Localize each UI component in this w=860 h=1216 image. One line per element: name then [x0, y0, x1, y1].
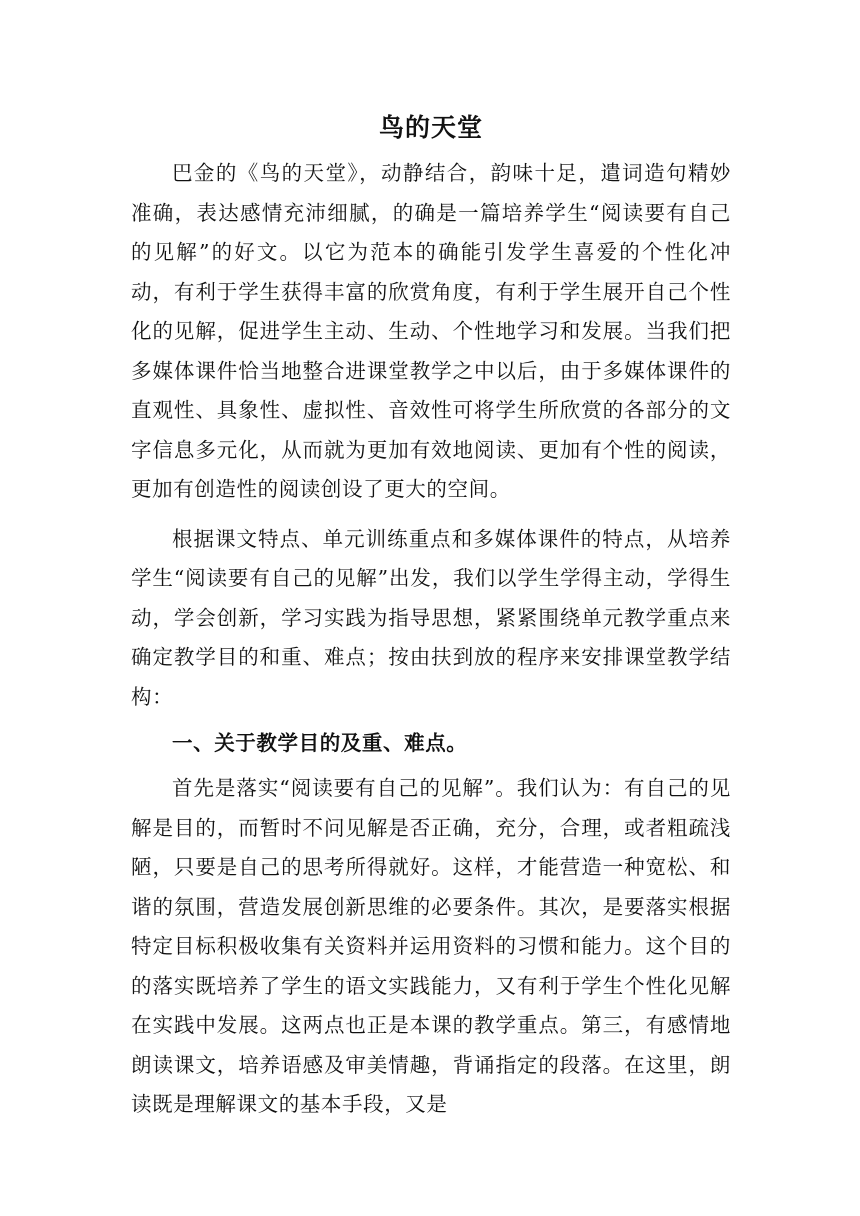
paragraph-basis: 根据课文特点、单元训练重点和多媒体课件的特点，从培养学生“阅读要有自己的见解”出发，我们以学生学得主动，学得生动，学会创新，学习实践为指导思想，紧紧围绕单元教学重点来确定教学目的和重、难点；按由扶到放的程序来安排课堂教学结构： — [131, 526, 731, 709]
paragraph-intro: 巴金的《鸟的天堂》，动静结合，韵味十足，遣词造句精妙准确，表达感情充沛细腻，的确是一篇培养学生“阅读要有自己的见解”的好文。以它为范本的确能引发学生喜爱的个性化冲动，有利于学生获得丰富的欣赏角度，有利于学生展开自己个性化的见解，促进学生主动、生动、个性地学习和发展。当我们把多媒体课件恰当地整合进课堂教学之中以后，由于多媒体课件的直观性、具象性、虚拟性、音效性可将学生所欣赏的各部分的文字信息多元化，从而就为更加有效地阅读、更加有个性的阅读，更加有创造性的阅读创设了更大的空间。 — [131, 161, 731, 501]
section-heading: 一、关于教学目的及重、难点。 — [172, 731, 468, 755]
document-title: 鸟的天堂 — [378, 113, 483, 142]
document-page — [131, 102, 731, 1125]
paragraph-objectives: 首先是落实“阅读要有自己的见解”。我们认为：有自己的见解是目的，而暂时不问见解是否正确，充分，合理，或者粗疏浅陋，只要是自己的思考所得就好。这样，才能营造一种宽松、和谐的氛围，营造发展创新思维的必要条件。其次，是要落实根据特定目标积极收集有关资料并运用资料的习惯和能力。这个目的的落实既培养了学生的语文实践能力，又有利于学生个性化见解在实践中发展。这两点也正是本课的教学重点。第三，有感情地朗读课文，培养语感及审美情趣，背诵指定的段落。在这里，朗读既是理解课文的基本手段，又是 — [131, 776, 731, 1116]
